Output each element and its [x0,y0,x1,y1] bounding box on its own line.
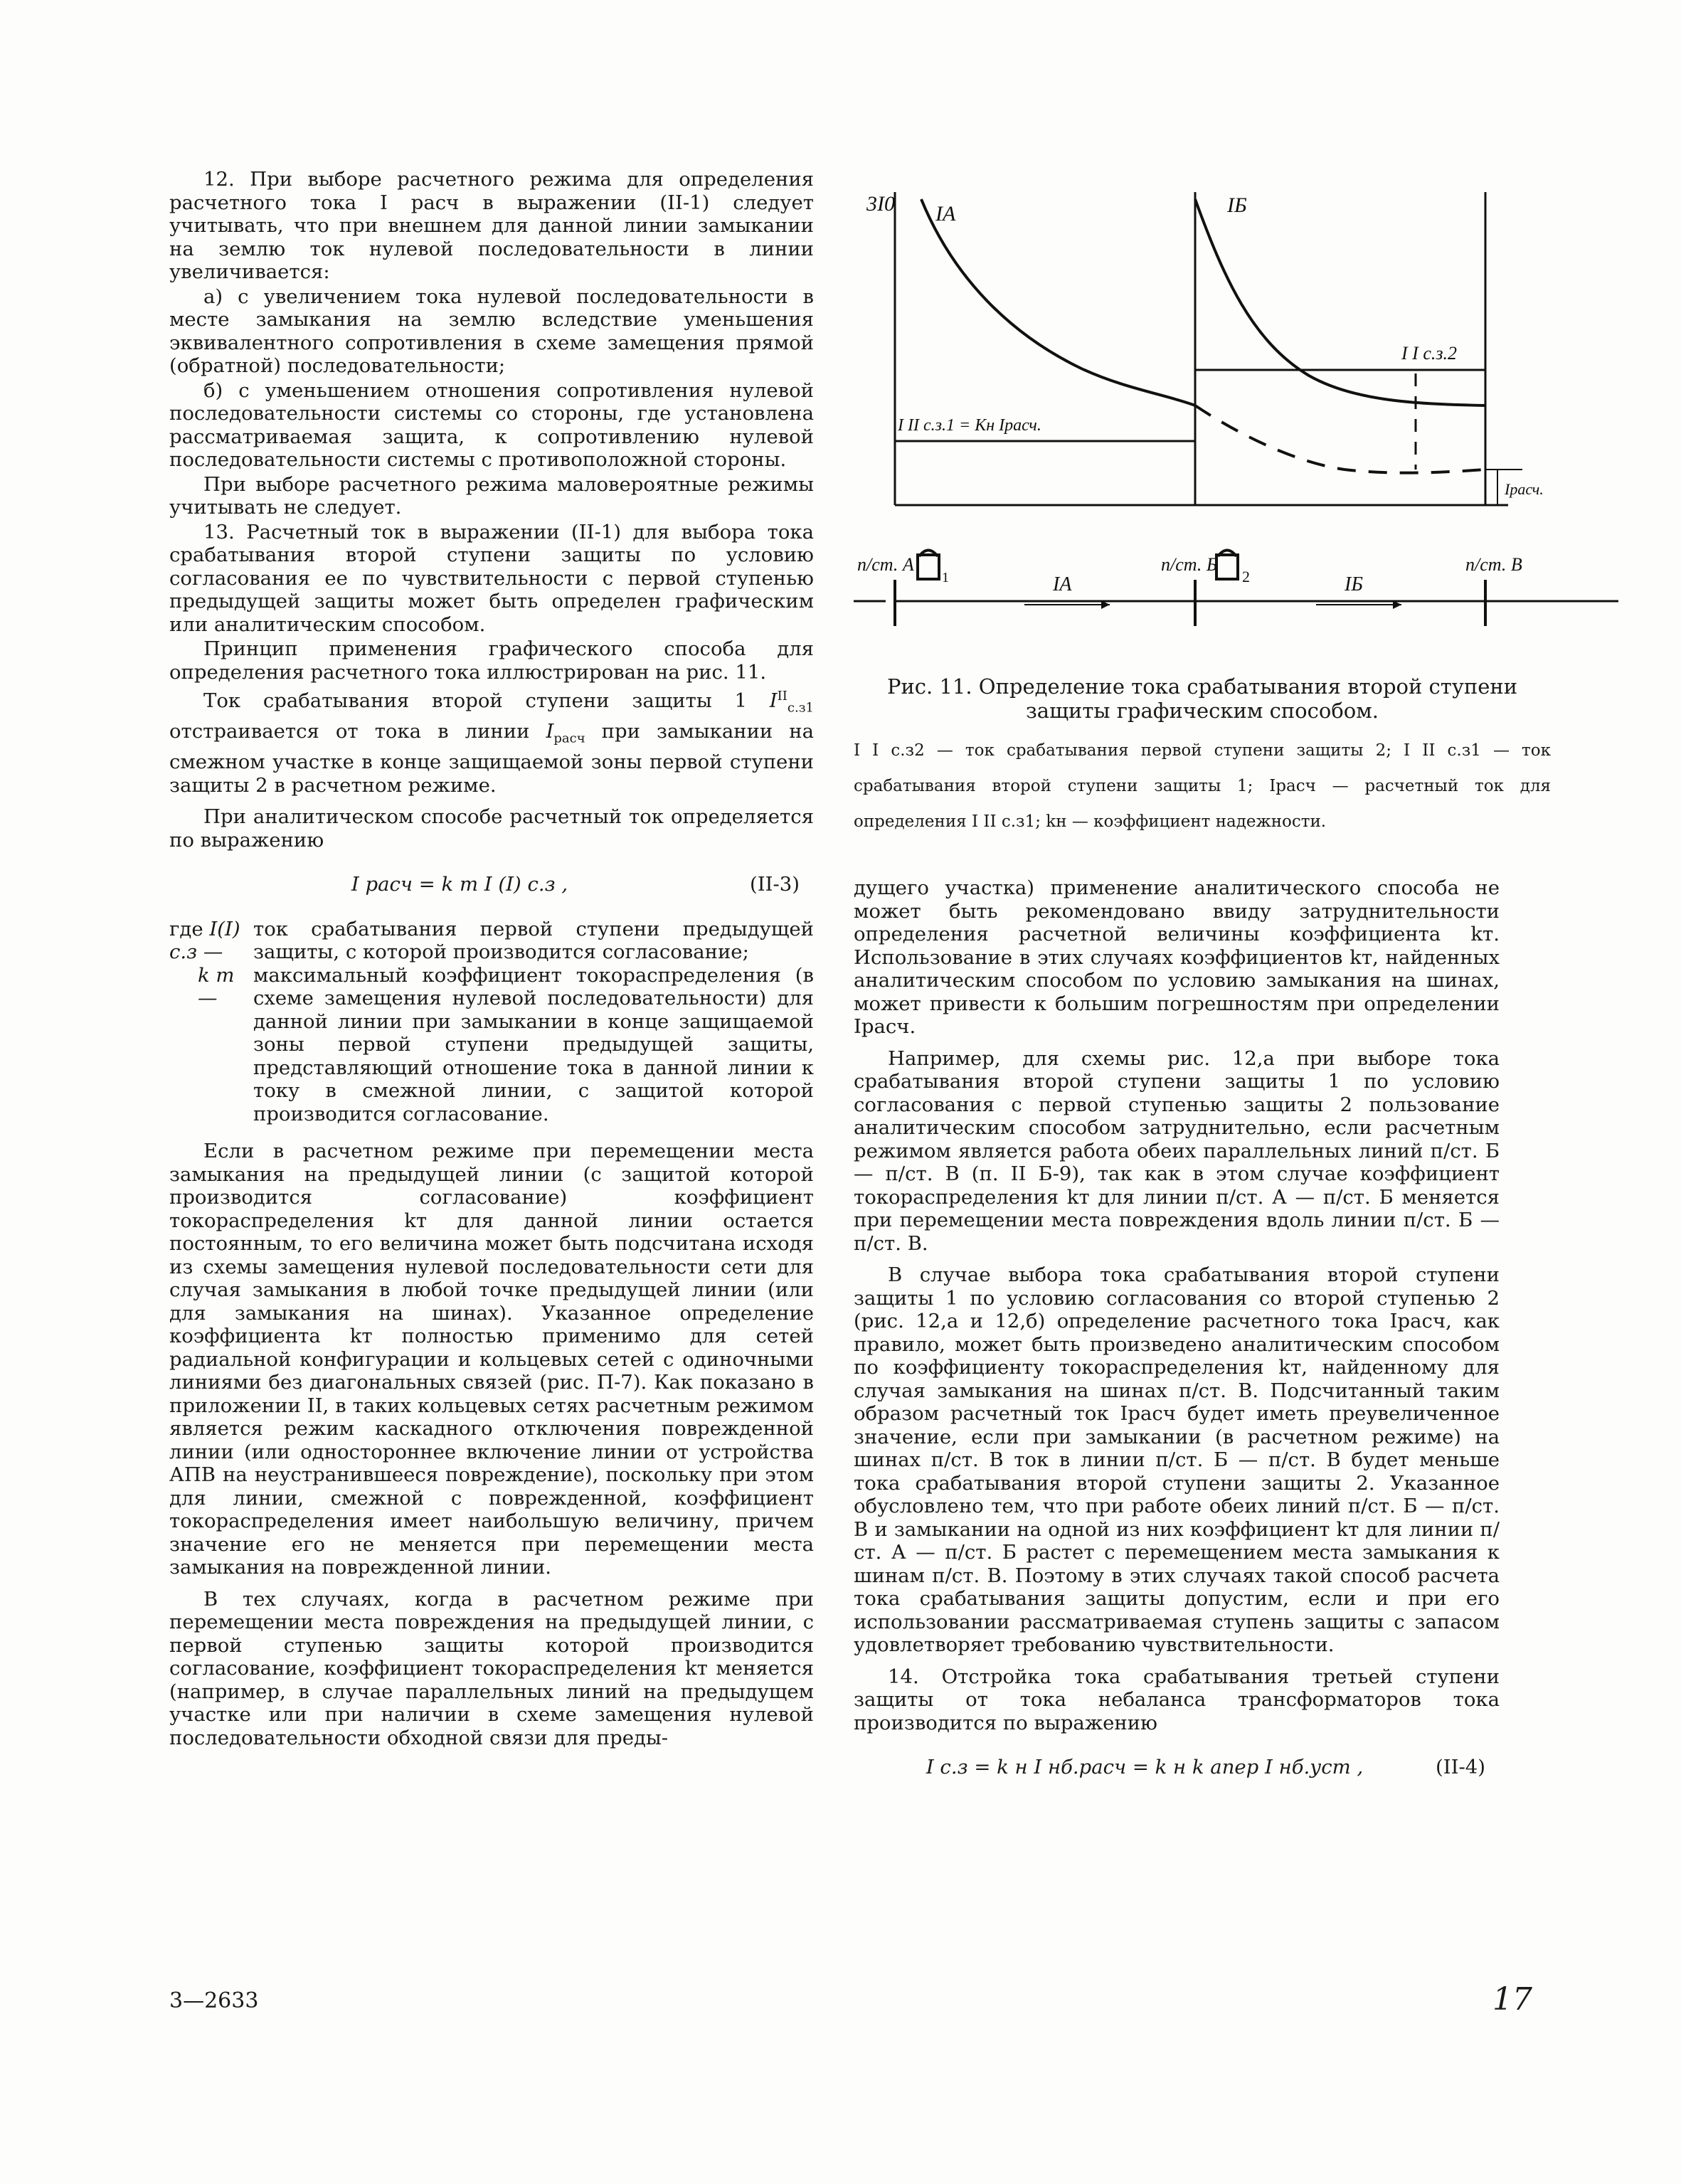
level-1-label: I II с.з.1 = Kн Iрасч. [898,416,1041,435]
footer-code: 3—2633 [169,1988,259,2013]
curve-a-label: IА [935,202,956,226]
formula-II-4 [854,1756,1500,1779]
curve-a [921,199,1195,405]
figure-legend: I I с.з2 — ток срабатывания первой ступени защиты 2; I II с.з1 — ток срабатывания второй ступени защиты 1; Iрасч — расчетный ток для определения I II с.з1; kн — коэффициент надежности. [854,741,1551,831]
definition-value: ток срабатывания первой ступени предыдущей защиты, с которой производится согласование; [253,917,814,964]
definition-row [169,918,814,964]
curve-a-dashed [1195,405,1485,473]
curve-b [1195,199,1485,405]
paragraph-continued: дущего участка) применение аналитического способа не может быть рекомендовано ввиду затруднительности определения расчетной величины коэффициента kт. Использование в этих случаях коэффициентов kт, найденных аналитическим способом по условию замыкания на шинах, может привести к большим погрешностям при определении Iрасч. [854,876,1500,1038]
paragraph-13f: В тех случаях, когда в расчетном режиме при перемещении места повреждения на предыдущей линии, с первой ступенью защиты которой производится согласование, коэффициент токораспределения kт меняется (например, в случае параллельных линий на предыдущем участке или при наличии в схеме замещения нулевой последовательности обходной связи для преды- [169,1587,814,1749]
page-number: 17 [1492,1981,1532,2018]
substation-a-label: п/ст. А [857,554,914,575]
right-column [854,876,1500,1801]
figure-caption: Рис. 11. Определение тока срабатывания второй ступени защиты графическим способом. [886,674,1518,723]
formula-II-3-expr: I расч = k т I (I) с.з , [351,873,568,896]
paragraph-12: 12. При выборе расчетного режима для определения расчетного тока I расч в выражении (II-1) следует учитывать, что при внешнем для данной линии замыкании на землю ток нулевой последовательности в линии увеличивается: [169,168,814,283]
protection-1-icon [918,551,939,580]
definition-key: k т — [198,963,235,1010]
paragraph-14: 14. Отстройка тока срабатывания третьей ступени защиты от тока небаланса трансформаторов тока производится по выражению [854,1665,1500,1734]
level-2-label: I I с.з.2 [1401,343,1457,364]
formula-II-3 [169,873,814,896]
paragraph-13b: Принцип применения графического способа для определения расчетного тока иллюстрирован на рис. 11. [169,637,814,684]
current-a-label: IА [1053,573,1072,595]
definition-row [169,964,814,1126]
paragraph-example: Например, для схемы рис. 12,а при выборе тока срабатывания второй ступени защиты 1 по условию согласования с первой ступенью защиты 2 пользование аналитическим способом затруднительно, если расчетным режимом является работа обеих параллельных линий п/ст. Б — п/ст. В (п. II Б-9), так как в этом случае коэффициент токораспределения kт для линии п/ст. А — п/ст. Б меняется при перемещении места повреждения вдоль линии п/ст. Б — п/ст. В. [854,1046,1500,1255]
substation-v-label: п/ст. В [1465,554,1522,575]
formula-II-4-expr: I с.з = k н I нб.расч = k н k апер I нб.уст , [926,1756,1364,1779]
protection-1-number: 1 [942,570,949,585]
i-calc-label: Iрасч. [1505,480,1544,498]
paragraph-13d: При аналитическом способе расчетный ток определяется по выражению [169,805,814,852]
paragraph-13e: Если в расчетном режиме при перемещении места замыкания на предыдущей линии (с защитой которой производится согласование) коэффициент токораспределения kт для данной линии остается постоянным, то его величина может быть подсчитана исходя из схемы замещения нулевой последовательности сети для случая замыкания в любой точке предыдущей линии (или для замыкания на шинах). Указанное определение коэффициента kт полностью применимо для сетей радиальной конфигурации и кольцевых сетей с одиночными линиями без диагональных связей (рис. П-7). Как показано в приложении II, в таких кольцевых сетях расчетным режимом является режим каскадного отключения поврежденной линии (или одностороннее включение линии от устройства АПВ на неустранившееся повреждение), поскольку при этом для линии, смежной с поврежденной, коэффициент токораспределения имеет наибольшую величину, причем значение его не меняется при перемещении места замыкания на поврежденной линии. [169,1140,814,1579]
definition-key: где I(I) с.з — [169,917,240,964]
figure-11 [854,178,1622,747]
formula-II-4-number: (II-4) [1436,1756,1485,1779]
p7b: отстраивается от тока в линии [169,720,530,743]
paragraph-12c: При выборе расчетного режима маловероятные режимы учитывать не следует. [169,472,814,519]
left-column [169,168,814,1751]
paragraph-case: В случае выбора тока срабатывания второй ступени защиты 1 по условию согласования со второй ступенью 2 (рис. 12,а и 12,б) определение расчетного тока Iрасч, как правило, может быть произведено аналитическим способом по коэффициенту токораспределения kт, найденному для случая замыкания на шинах п/ст. В. Подсчитанный таким образом расчетный ток Iрасч будет иметь преувеличенное значение, если при замыкании (в расчетном режиме) на шинах п/ст. В ток в линии п/ст. Б — п/ст. В будет меньше тока срабатывания второй ступени защиты 2. Указанное обусловлено тем, что при работе обеих линий п/ст. Б — п/ст. В и замыкании на одной из них коэффициент kт для линии п/ст. А — п/ст. Б растет с перемещением места замыкания к шинам п/ст. В. Поэтому в этих случаях такой способ расчета тока срабатывания защиты допустим, если и при его использовании рассматриваемая ступень защиты с запасом удовлетворяет требованию чувствительности. [854,1263,1500,1656]
definition-value: максимальный коэффициент токораспределения (в схеме замещения нулевой последовательности) для данной линии при замыкании в конце защищаемой зоны первой ступени предыдущей защиты, представляющий отношение тока в данной линии к току в смежной линии, с защитой которой производится согласование. [253,963,814,1125]
current-b-label: IБ [1345,573,1363,595]
curve-b-label: IБ [1227,194,1247,217]
protection-2-number: 2 [1242,568,1250,585]
definitions [169,918,814,1126]
paragraph-13: 13. Расчетный ток в выражении (II-1) для выбора тока срабатывания второй ступени защиты по условию согласования ее по чувствительности с первой ступенью предыдущей защиты может быть определен графическим или аналитическим способом. [169,520,814,636]
p7c: при замыкании на смежном участке в конце защищаемой зоны первой ступени защиты 2 в расчетном режиме. [169,720,814,797]
p7a: Ток срабатывания второй ступени защиты 1 [203,689,748,713]
formula-II-3-number: (II-3) [750,873,800,896]
paragraph-12b: б) с уменьшением отношения сопротивления нулевой последовательности системы со стороны, где установлена рассматриваемая защита, к сопротивлению нулевой последовательности системы с противоположной стороны. [169,378,814,471]
paragraph-12a: а) с увеличением тока нулевой последовательности в месте замыкания на землю вследствие уменьшения эквивалентного сопротивления в схеме замещения прямой (обратной) последовательности; [169,285,814,377]
substation-b-label: п/ст. Б [1161,554,1218,575]
y-axis-label: 3I0 [866,192,895,216]
protection-2-icon [1216,551,1238,580]
paragraph-13c: Ток срабатывания второй ступени защиты 1 $I^{II}_{с.з1}$ отстраивается от тока в линии $I_{расч}$ при замыкании на смежном участке в конце защищаемой зоны первой ступени защиты 2 в расчетном режиме. [169,689,814,797]
